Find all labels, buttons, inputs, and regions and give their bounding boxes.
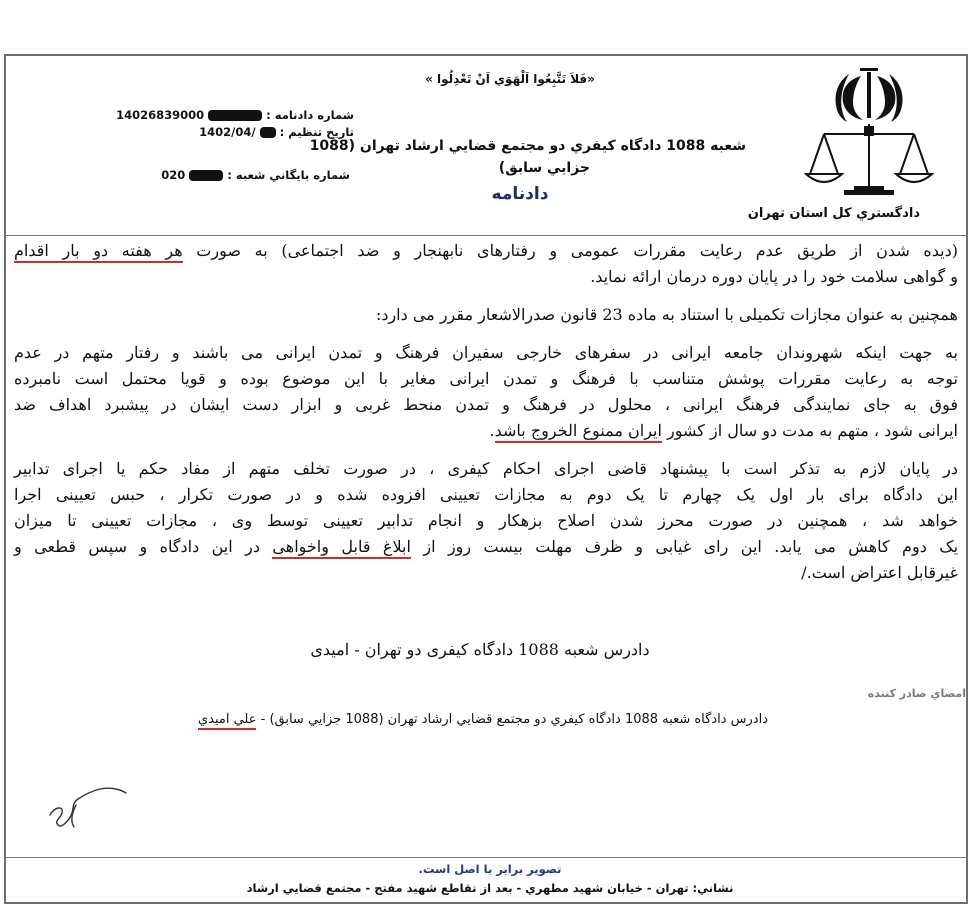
signature-label: امضاي صادر كننده	[867, 687, 966, 700]
verdict-number-label: شماره دادنامه :	[266, 108, 354, 122]
text-line	[14, 238, 958, 264]
paragraph-4	[14, 456, 958, 586]
issue-date-value: 1402/04/	[199, 125, 256, 139]
footer-divider	[4, 857, 968, 858]
text-line	[14, 418, 958, 444]
court-name-line1: شعبه 1088 دادگاه كيفري دو مجتمع قضايي ارشاد تهران (1088	[309, 138, 746, 154]
highlighted-phrase: ابلاغ قابل واخواهی	[272, 537, 411, 559]
text-line: همچنین به عنوان مجازات تکمیلی با استناد به ماده 23 قانون صدرالاشعار مقرر می دارد:	[375, 305, 958, 324]
text-segment: در این دادگاه و سپس قطعی و	[14, 537, 273, 556]
header-divider	[4, 235, 968, 236]
archive-number-value: 020	[161, 168, 186, 182]
verdict-body	[14, 238, 958, 598]
signature-issuer-line	[8, 712, 768, 727]
redaction-mark	[260, 127, 276, 138]
highlighted-phrase: هر هفته دو بار اقدام	[14, 241, 183, 263]
text-line	[14, 534, 958, 560]
text-segment: ایرانی شود ، متهم به مدت دو سال از کشور	[661, 421, 958, 440]
text-line: در پایان لازم به تذکر است با پیشنهاد قاضی اجرای احکام کیفری ، در صورت تخلف متهم از مفاد حکم یا اجرای تدابیر	[14, 459, 958, 478]
text-segment: .	[489, 421, 495, 440]
text-line: این دادگاه برای بار اول یک چهارم تا یک دوم به مجازات تعیینی افزوده شده و در صورت تکرار ، حبس تعیینی اجرا	[14, 485, 959, 504]
archive-number	[140, 168, 350, 182]
text-line: توجه به رعایت مقررات پوشش متناسب با فرهنگ و تمدن ایرانی مغایر با این موضوع بوده و قویا محتمل است نامبرده	[14, 369, 958, 388]
court-name-line2: جزايي سابق)	[498, 160, 590, 176]
redaction-mark	[189, 170, 223, 181]
verdict-number	[84, 108, 354, 122]
certified-copy-note: تصوير برابر با اصل است.	[418, 862, 562, 876]
court-address: نشاني: تهران - خيابان شهيد مطهري - بعد از تقاطع شهيد مفتح - مجتمع قضايي ارشاد	[246, 881, 734, 895]
text-line: به جهت اینکه شهروندان جامعه ایرانی در سفرهای خارجی سفیران فرهنگ و تمدن ایرانی می باشند و رفتار متهم در عدم	[14, 343, 958, 362]
judge-signer-line: دادرس شعبه 1088 دادگاه کیفری دو تهران - امیدی	[310, 640, 650, 659]
redaction-mark	[208, 110, 262, 121]
text-line: خواهد شد ، همچنین در صورت محرز شدن اصلاح بزهکار و انجام تدابیر تعیینی توسط وی ، مجازات تعیینی تا میزان	[14, 511, 958, 530]
judiciary-emblem-icon	[804, 62, 934, 206]
text-line: فوق به جای نمایندگی فرهنگ ایرانی ، محلول در فرهنگ و تمدن منحط غربی و ابزار دست ایشان در پیشبرد اهداف ضد	[14, 395, 958, 414]
issue-date	[140, 125, 354, 139]
issuer-title: دادرس دادگاه شعبه 1088 دادگاه كيفري دو مجتمع قضايي ارشاد تهران (1088 جزايي سابق) -	[256, 712, 768, 727]
text-line: و گواهی سلامت خود را در پایان دوره درمان ارائه نماید.	[590, 267, 958, 286]
quran-verse: «فَلاَ تَتَّبِعُوا اَلْهَوَي اَنْ تَعْدِلُوا »	[425, 72, 595, 86]
text-segment: یک دوم کاهش می یابد. این رای غیابی و ظرف مهلت بیست روز از	[410, 537, 959, 556]
handwritten-signature	[40, 775, 140, 835]
archive-number-label: شماره بايگاني شعبه :	[227, 168, 350, 182]
highlighted-phrase: ایران ممنوع الخروج باشد	[495, 421, 662, 443]
verdict-number-value: 14026839000	[116, 108, 205, 122]
document-title: دادنامه	[491, 184, 549, 204]
paragraph-3	[14, 340, 958, 444]
department-name: دادگستري كل استان تهران	[747, 206, 920, 221]
text-line: غیرقابل اعتراض است./	[801, 563, 958, 582]
text-segment: (دیده شدن از طریق عدم رعایت مقررات عمومی و رفتارهای نابهنجار و ضد اجتماعی) به صورت	[182, 241, 959, 260]
judge-name: علي اميدي	[198, 712, 257, 730]
paragraph-1	[14, 238, 958, 290]
issue-date-label: تاريخ تنظيم :	[279, 125, 354, 139]
paragraph-2	[14, 302, 958, 328]
